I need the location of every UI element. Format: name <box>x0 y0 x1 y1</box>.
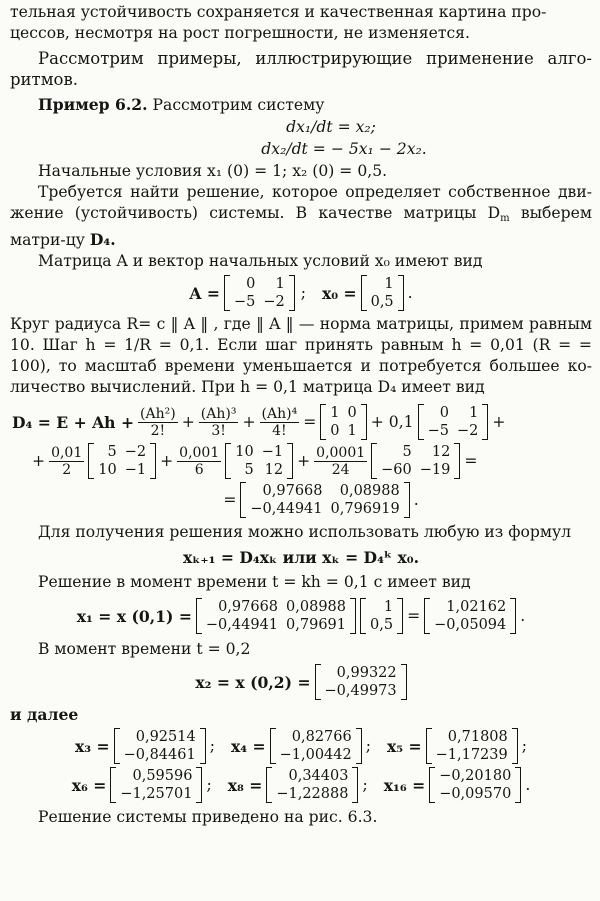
further-label: и далее <box>10 705 79 724</box>
x4-vector <box>270 728 362 764</box>
matrix-cell: 0,97668 <box>218 599 279 615</box>
d4-row-1: D₄ = E + Ah + $\frac{\text{(Ah²)}}{2!}$ + $\frac{\text{(Ah)³}}{3!}$ + $\frac{\text{(Ah)⁴}}{4!}$ = 1 0 0 1 + 0,1 0 1 −5 −2 + <box>12 405 506 439</box>
matrix-cell: 1,02162 <box>446 599 507 615</box>
x8-vector <box>266 767 358 803</box>
example-heading <box>10 94 592 116</box>
matrix-cell: 0,99322 <box>336 665 397 681</box>
vectors-row-1: x₃ = 0,92514 −0,84461 ; x₄ = 0,82766 −1,00442 ; x₅ = 0,71808 −1,17239 ; <box>74 729 528 763</box>
x3-vector <box>114 728 206 764</box>
matrix-cell: 0 <box>347 405 357 421</box>
x2-vector <box>315 664 407 700</box>
matrix-cell: −19 <box>419 462 451 478</box>
matrix-cell: 0 <box>330 423 340 439</box>
x8-label: x₈ = <box>227 775 263 795</box>
matrix-cell: 0,5 <box>370 294 394 310</box>
matrix-cell: 12 <box>431 444 451 460</box>
matrix-cell: −2 <box>124 444 147 460</box>
circle-paragraph: Круг радиуса R= c ‖ A ‖ , где ‖ A ‖ — норма матрицы, примем равным 10. Шаг h = 1/R = 0,1. Если шаг принять равным h = 0,01 (R = = 100), то масштаб времени уменьшается и потребуется большее ко-личество вычислений. При h = 0,1 матрица D₄ имеет вид <box>10 315 592 396</box>
intro-line-2: цессов, несмотря на рост погрешности, не изменяется. <box>10 24 470 42</box>
x2-row <box>10 664 592 700</box>
x5-label: x₅ = <box>387 736 422 756</box>
matrix-cell: −0,05094 <box>434 617 507 633</box>
matrix-cell: −0,09570 <box>439 786 512 802</box>
d4-lhs: D₄ = E + Ah + <box>12 412 135 432</box>
frac-ah2: $\frac{\text{(Ah²)}}{2!}$ <box>140 405 176 439</box>
matrix-cell: −0,44941 <box>205 617 279 633</box>
matrix-cell: 12 <box>264 462 284 478</box>
matrix-cell: 0,34403 <box>288 768 349 784</box>
matrix-cell: −1,22888 <box>276 786 349 802</box>
x16-label: x₁₆ = <box>383 775 426 795</box>
x3-label: x₃ = <box>74 736 110 756</box>
frac-ah4: $\frac{\text{(Ah)⁴}}{4!}$ <box>261 405 298 439</box>
matrix-cell: 0,08988 <box>339 483 400 499</box>
vectors-row-2: x₆ = 0,59596 −1,25701 ; x₈ = 0,34403 −1,22888 ; x₁₆ = −0,20180 −0,09570 . <box>71 768 531 802</box>
x16-vector <box>429 767 521 803</box>
d4-eq: = <box>303 412 317 431</box>
requirement-sub: m <box>500 213 510 224</box>
x1-vector <box>360 598 403 634</box>
matrix-cell: 0,59596 <box>132 768 193 784</box>
matrix-m1 <box>418 404 489 440</box>
matrix-cell: −1 <box>124 462 147 478</box>
matrix-cell: −2 <box>263 294 285 310</box>
matrix-cell: −0,84461 <box>123 747 196 763</box>
initial-conditions: Начальные условия x₁ (0) = 1; x₂ (0) = 0,5. <box>38 162 388 180</box>
matrix-cell: −1,00442 <box>279 747 352 763</box>
matrix-cell: 5 <box>402 444 412 460</box>
requirement-tail: выберем матри-цу <box>10 204 592 249</box>
formulas-text: Для получения решения можно использовать любую из формул <box>38 523 572 541</box>
matrix-cell: 0,97668 <box>262 483 323 499</box>
matrix-cell: 10 <box>98 462 117 478</box>
x1-lhs: x₁ = x (0,1) = <box>76 606 192 626</box>
system-eq-1: dx₁/dt = x₂; <box>286 118 376 136</box>
matrix-cell: −2 <box>456 423 479 439</box>
matrix-cell: 1 <box>383 599 394 615</box>
matrix-cell: 5 <box>244 462 254 478</box>
d4-result-row: = 0,97668 0,08988 −0,44941 0,796919 . <box>223 483 419 517</box>
matrix-cell: 1 <box>384 276 394 292</box>
matrix-cell: 1 <box>469 405 479 421</box>
matrix-cell: −60 <box>381 462 412 478</box>
matrix-cell: 0,79691 <box>286 617 346 633</box>
matrix-cell: −5 <box>233 294 256 310</box>
consider-paragraph: Рассмотрим примеры, иллюстрирующие применение алго-ритмов. <box>10 49 592 89</box>
x1-result <box>424 598 516 634</box>
matrix-cell: 0 <box>246 276 256 292</box>
matrix-cell: −1 <box>261 444 284 460</box>
x5-vector <box>426 728 518 764</box>
k3-frac: $\frac{0,001}{6}$ <box>179 444 220 478</box>
matrix-cell: 0,92514 <box>135 729 196 745</box>
x6-vector <box>110 767 202 803</box>
matrix-cell: 0,82766 <box>291 729 352 745</box>
matrix-cell: −0,44941 <box>250 501 323 517</box>
d4-result-matrix <box>240 482 409 518</box>
example-text: Рассмотрим систему <box>152 96 325 114</box>
identity-matrix <box>320 404 366 440</box>
d4-row-2: + $\frac{0,01}{2}$ 5 −2 10 −1 + $\frac{0,001}{6}$ 10 −1 5 12 + $\frac{0,0001}{24}$ 5 12 −60 −19 = <box>32 444 478 478</box>
frac-ah3: $\frac{\text{(Ah)³}}{3!}$ <box>200 405 237 439</box>
matrix-cell: 0,5 <box>370 617 394 633</box>
solution-at: Решение в момент времени t = kh = 0,1 с имеет вид <box>38 573 471 591</box>
a-label: A = <box>189 283 220 303</box>
matrix-cell: 0,796919 <box>330 501 400 517</box>
matrix-m3 <box>225 443 293 479</box>
matrix-cell: −1,17239 <box>435 747 508 763</box>
matrix-m2 <box>88 443 156 479</box>
matrix-a <box>224 275 295 311</box>
matrix-cell: 0,71808 <box>447 729 508 745</box>
matrix-cell: 0 <box>439 405 449 421</box>
moment-2: В момент времени t = 0,2 <box>38 640 251 658</box>
intro-line-1: тельная устойчивость сохраняется и качественная картина про- <box>10 3 547 21</box>
k2-frac: $\frac{0,01}{2}$ <box>51 444 83 478</box>
matrix-cell: 1 <box>330 405 340 421</box>
a-x0-row: A = 0 1 −5 −2 ; x₀ = 1 0,5 . <box>189 276 413 310</box>
requirement-end: D₄. <box>89 230 116 249</box>
formulas: xₖ₊₁ = D₄xₖ или xₖ = D₄ᵏ x₀. <box>182 548 420 567</box>
requirement-text: Требуется найти решение, которое определяет собственное дви-жение (устойчивость) системы. В качестве матрицы D <box>10 183 592 222</box>
matrix-m4 <box>371 443 460 479</box>
matrix-cell: −0,20180 <box>439 768 512 784</box>
matrix-cell: 1 <box>275 276 285 292</box>
requirement-paragraph <box>10 182 592 251</box>
x1-row: x₁ = x (0,1) = 0,97668 0,08988 −0,44941 0,79691 1 0,5 = 1,02162 −0,05094 . <box>76 599 526 633</box>
matrix-cell: 1 <box>347 423 357 439</box>
x6-label: x₆ = <box>71 775 107 795</box>
k4-frac: $\frac{0,0001}{24}$ <box>316 444 366 478</box>
matrix-cell: −0,49973 <box>324 683 397 699</box>
figure-caption: Решение системы приведено на рис. 6.3. <box>38 808 378 826</box>
d4-c1: + 0,1 <box>370 412 414 431</box>
x4-label: x₄ = <box>230 736 266 756</box>
matrix-cell: 0,08988 <box>286 599 346 615</box>
system-eq-2: dx₂/dt = − 5x₁ − 2x₂. <box>261 140 427 158</box>
example-label: Пример 6.2. <box>38 95 148 114</box>
vector-x0 <box>361 275 404 311</box>
matrix-cell: −1,25701 <box>120 786 193 802</box>
matrix-cell: −5 <box>427 423 449 439</box>
matrix-cell: 10 <box>235 444 254 460</box>
x2-lhs: x₂ = x (0,2) = <box>195 672 311 692</box>
x1-d-matrix <box>196 598 356 634</box>
matrix-cell: 5 <box>107 444 117 460</box>
matrix-intro: Матрица A и вектор начальных условий x₀ имеют вид <box>38 252 483 270</box>
x0-label: x₀ = <box>321 283 357 303</box>
